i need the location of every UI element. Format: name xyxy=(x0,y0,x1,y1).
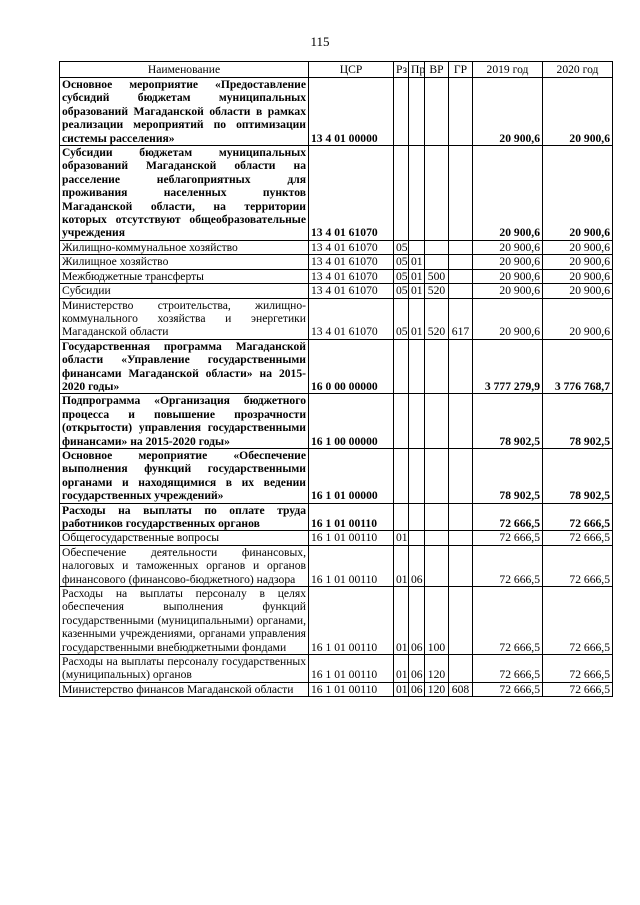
row-pr: 01 xyxy=(409,284,425,298)
row-rz: 05 xyxy=(394,240,409,254)
table-row xyxy=(60,682,613,696)
col-header-csr: ЦСР xyxy=(309,62,394,78)
row-value-2019: 72 666,5 xyxy=(473,682,543,696)
table-row xyxy=(60,78,613,146)
row-rz: 01 xyxy=(394,531,409,545)
budget-table xyxy=(59,61,613,697)
row-name: Субсидии xyxy=(60,284,309,298)
row-vr: 500 xyxy=(425,269,449,283)
row-vr xyxy=(425,503,449,531)
row-value-2020: 20 900,6 xyxy=(543,298,613,339)
row-gr xyxy=(449,655,473,683)
row-name: Министерство финансов Магаданской области xyxy=(60,682,309,696)
row-rz xyxy=(394,339,409,394)
row-gr xyxy=(449,240,473,254)
row-gr: 617 xyxy=(449,298,473,339)
row-name: Расходы на выплаты персоналу государственных (муниципальных) органов xyxy=(60,655,309,683)
row-rz xyxy=(394,448,409,503)
row-value-2020: 78 902,5 xyxy=(543,394,613,449)
row-csr: 16 1 01 00000 xyxy=(309,448,394,503)
row-csr: 16 0 00 00000 xyxy=(309,339,394,394)
row-vr xyxy=(425,255,449,269)
row-vr xyxy=(425,545,449,586)
row-rz xyxy=(394,394,409,449)
row-gr xyxy=(449,339,473,394)
row-vr: 120 xyxy=(425,682,449,696)
row-pr xyxy=(409,78,425,146)
table-row xyxy=(60,240,613,254)
row-name: Обеспечение деятельности финансовых, налоговых и таможенных органов и органов финансового (финансово-бюджетного) надзора xyxy=(60,545,309,586)
row-rz: 05 xyxy=(394,298,409,339)
row-value-2019: 72 666,5 xyxy=(473,531,543,545)
row-value-2019: 72 666,5 xyxy=(473,655,543,683)
row-value-2019: 20 900,6 xyxy=(473,240,543,254)
row-rz xyxy=(394,503,409,531)
row-pr: 06 xyxy=(409,587,425,655)
row-rz: 01 xyxy=(394,655,409,683)
row-csr: 13 4 01 00000 xyxy=(309,78,394,146)
table-row xyxy=(60,531,613,545)
row-csr: 16 1 01 00110 xyxy=(309,503,394,531)
row-vr: 100 xyxy=(425,587,449,655)
row-vr xyxy=(425,448,449,503)
row-csr: 16 1 01 00110 xyxy=(309,682,394,696)
row-value-2020: 20 900,6 xyxy=(543,78,613,146)
table-row xyxy=(60,269,613,283)
col-header-rz: Рз xyxy=(394,62,409,78)
row-vr: 520 xyxy=(425,284,449,298)
row-csr: 16 1 01 00110 xyxy=(309,655,394,683)
row-csr: 13 4 01 61070 xyxy=(309,240,394,254)
table-row xyxy=(60,448,613,503)
row-gr xyxy=(449,146,473,241)
row-value-2019: 3 777 279,9 xyxy=(473,339,543,394)
row-name: Расходы на выплаты персоналу в целях обеспечения выполнения функций государственными (муниципальными) органами, казенными учреждениями, органами управления государственными внебюджетными фондами xyxy=(60,587,309,655)
table-row xyxy=(60,255,613,269)
row-csr: 16 1 01 00110 xyxy=(309,587,394,655)
row-value-2019: 78 902,5 xyxy=(473,394,543,449)
row-value-2019: 20 900,6 xyxy=(473,284,543,298)
row-gr xyxy=(449,394,473,449)
row-value-2019: 72 666,5 xyxy=(473,587,543,655)
table-row xyxy=(60,587,613,655)
row-rz: 01 xyxy=(394,587,409,655)
row-csr: 13 4 01 61070 xyxy=(309,284,394,298)
row-value-2019: 20 900,6 xyxy=(473,255,543,269)
row-pr xyxy=(409,448,425,503)
row-name: Государственная программа Магаданской области «Управление государственными финансами Магаданской области» на 2015-2020 годы» xyxy=(60,339,309,394)
row-value-2019: 20 900,6 xyxy=(473,146,543,241)
row-value-2020: 72 666,5 xyxy=(543,545,613,586)
row-value-2020: 72 666,5 xyxy=(543,682,613,696)
row-csr: 13 4 01 61070 xyxy=(309,146,394,241)
row-vr: 120 xyxy=(425,655,449,683)
row-vr xyxy=(425,339,449,394)
row-pr xyxy=(409,503,425,531)
row-gr xyxy=(449,284,473,298)
row-vr xyxy=(425,146,449,241)
row-vr xyxy=(425,240,449,254)
row-rz: 05 xyxy=(394,269,409,283)
row-pr: 06 xyxy=(409,655,425,683)
col-header-pr: Пр xyxy=(409,62,425,78)
row-value-2019: 20 900,6 xyxy=(473,269,543,283)
col-header-gr: ГР xyxy=(449,62,473,78)
row-pr: 06 xyxy=(409,682,425,696)
row-csr: 16 1 01 00110 xyxy=(309,531,394,545)
row-value-2019: 78 902,5 xyxy=(473,448,543,503)
row-value-2019: 72 666,5 xyxy=(473,503,543,531)
row-value-2020: 20 900,6 xyxy=(543,284,613,298)
row-csr: 16 1 01 00110 xyxy=(309,545,394,586)
row-csr: 13 4 01 61070 xyxy=(309,255,394,269)
header-row xyxy=(60,62,613,78)
row-gr: 608 xyxy=(449,682,473,696)
row-name: Основное мероприятие «Обеспечение выполнения функций государственными органами и находящимися в их ведении государственных учреждений» xyxy=(60,448,309,503)
row-name: Основное мероприятие «Предоставление субсидий бюджетам муниципальных образований Магаданской области в рамках реализации мероприятий по оптимизации системы расселения» xyxy=(60,78,309,146)
row-value-2020: 3 776 768,7 xyxy=(543,339,613,394)
row-gr xyxy=(449,269,473,283)
row-value-2019: 72 666,5 xyxy=(473,545,543,586)
row-rz: 05 xyxy=(394,284,409,298)
row-vr xyxy=(425,78,449,146)
row-gr xyxy=(449,587,473,655)
row-pr: 01 xyxy=(409,269,425,283)
table-row xyxy=(60,503,613,531)
row-value-2020: 72 666,5 xyxy=(543,655,613,683)
row-gr xyxy=(449,78,473,146)
table-row xyxy=(60,298,613,339)
row-vr xyxy=(425,531,449,545)
row-value-2020: 20 900,6 xyxy=(543,269,613,283)
row-csr: 13 4 01 61070 xyxy=(309,269,394,283)
row-pr: 01 xyxy=(409,298,425,339)
row-value-2019: 20 900,6 xyxy=(473,298,543,339)
row-name: Подпрограмма «Организация бюджетного процесса и повышение прозрачности (открытости) управления государственными финансами» на 2015-2020 годы» xyxy=(60,394,309,449)
row-name: Общегосударственные вопросы xyxy=(60,531,309,545)
row-pr xyxy=(409,146,425,241)
col-header-vr: ВР xyxy=(425,62,449,78)
row-rz: 01 xyxy=(394,545,409,586)
row-vr: 520 xyxy=(425,298,449,339)
row-name: Субсидии бюджетам муниципальных образований Магаданской области на расселение неблагоприятных для проживания населенных пунктов Магаданской области, на территории которых отсутствуют общеобразовательные учреждения xyxy=(60,146,309,241)
row-gr xyxy=(449,255,473,269)
row-gr xyxy=(449,448,473,503)
row-pr: 06 xyxy=(409,545,425,586)
col-header-name: Наименование xyxy=(60,62,309,78)
row-value-2020: 72 666,5 xyxy=(543,503,613,531)
row-pr xyxy=(409,240,425,254)
page-number: 115 xyxy=(310,34,330,49)
row-csr: 16 1 00 00000 xyxy=(309,394,394,449)
table-row xyxy=(60,545,613,586)
row-csr: 13 4 01 61070 xyxy=(309,298,394,339)
row-value-2020: 78 902,5 xyxy=(543,448,613,503)
row-value-2019: 20 900,6 xyxy=(473,78,543,146)
row-rz: 05 xyxy=(394,255,409,269)
table-row xyxy=(60,284,613,298)
row-rz xyxy=(394,146,409,241)
table-body xyxy=(60,78,613,697)
row-value-2020: 20 900,6 xyxy=(543,146,613,241)
row-name: Расходы на выплаты по оплате труда работников государственных органов xyxy=(60,503,309,531)
row-name: Жилищно-коммунальное хозяйство xyxy=(60,240,309,254)
row-name: Жилищное хозяйство xyxy=(60,255,309,269)
row-vr xyxy=(425,394,449,449)
row-pr xyxy=(409,531,425,545)
row-pr xyxy=(409,394,425,449)
table-row xyxy=(60,394,613,449)
row-pr xyxy=(409,339,425,394)
row-rz: 01 xyxy=(394,682,409,696)
row-value-2020: 20 900,6 xyxy=(543,240,613,254)
row-gr xyxy=(449,503,473,531)
col-header-2019: 2019 год xyxy=(473,62,543,78)
col-header-2020: 2020 год xyxy=(543,62,613,78)
row-value-2020: 72 666,5 xyxy=(543,587,613,655)
row-gr xyxy=(449,531,473,545)
table-row xyxy=(60,655,613,683)
row-value-2020: 20 900,6 xyxy=(543,255,613,269)
row-pr: 01 xyxy=(409,255,425,269)
row-value-2020: 72 666,5 xyxy=(543,531,613,545)
row-name: Межбюджетные трансферты xyxy=(60,269,309,283)
table-row xyxy=(60,339,613,394)
row-rz xyxy=(394,78,409,146)
row-gr xyxy=(449,545,473,586)
row-name: Министерство строительства, жилищно-коммунального хозяйства и энергетики Магаданской области xyxy=(60,298,309,339)
table-row xyxy=(60,146,613,241)
